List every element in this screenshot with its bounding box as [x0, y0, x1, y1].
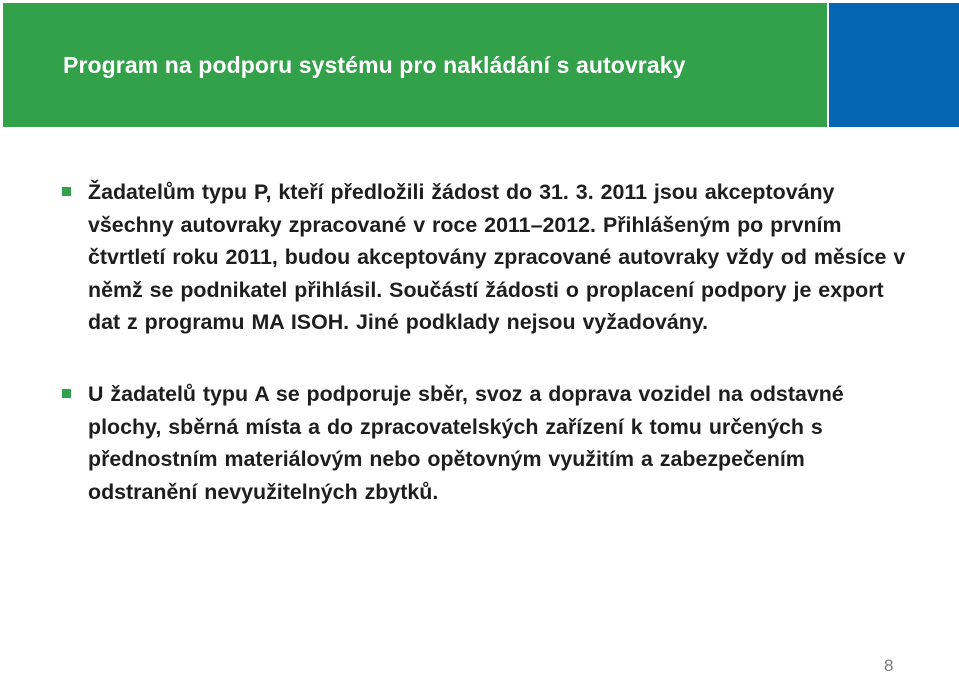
header-blue-block [829, 3, 959, 127]
slide-content [62, 176, 912, 508]
bullet-text: U žadatelů typu A se podporuje sběr, svoz a doprava vozidel na odstavné plochy, sběrná místa a do zpracovatelských zařízení k tomu určených s přednostním materiálovým nebo opětovným využitím a zabezpečením odstranění nevyužitelných zbytků. [88, 381, 844, 504]
bullet-item [62, 378, 912, 508]
header-bar [0, 0, 959, 127]
slide-title: Program na podporu systému pro nakládání s autovraky [63, 52, 686, 78]
square-bullet-icon [62, 389, 71, 398]
bullet-item [62, 176, 912, 339]
square-bullet-icon [62, 187, 71, 196]
bullet-text: Žadatelům typu P, kteří předložili žádost do 31. 3. 2011 jsou akceptovány všechny autovraky zpracované v roce 2011–2012. Přihlášeným po prvním čtvrtletí roku 2011, budou akceptovány zpracované autovraky vždy od měsíce v němž se podnikatel přihlásil. Součástí žádosti o proplacení podpory je export dat z programu MA ISOH. Jiné podklady nejsou vyžadovány. [88, 180, 906, 335]
page-number: 8 [884, 656, 894, 675]
